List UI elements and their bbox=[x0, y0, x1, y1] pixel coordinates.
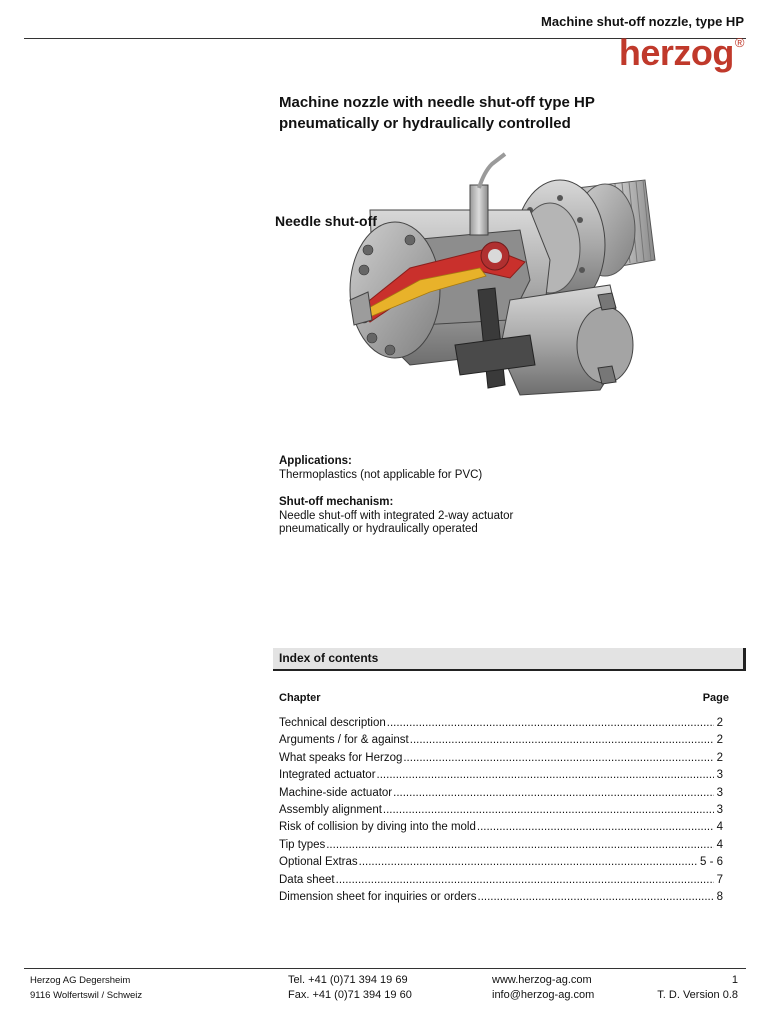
herzog-logo: herzog® bbox=[618, 32, 744, 73]
chapter-column-label: Chapter bbox=[279, 692, 321, 704]
document-header-title: Machine shut-off nozzle, type HP bbox=[541, 14, 744, 29]
applications-text: Thermoplastics (not applicable for PVC) bbox=[279, 468, 483, 481]
toc-entry[interactable]: Arguments / for & against ..... 2 bbox=[279, 734, 723, 751]
document-version: T. D. Version 0.8 bbox=[657, 989, 738, 1001]
index-heading-bar bbox=[273, 648, 746, 671]
page-title bbox=[279, 92, 595, 134]
applications-label: Applications: bbox=[279, 455, 352, 467]
toc-entry[interactable]: Integrated actuator ..... 3 bbox=[279, 769, 723, 786]
toc-entry[interactable]: Technical description ..... 2 bbox=[279, 717, 723, 734]
toc-entry[interactable]: Machine-side actuator ..... 3 bbox=[279, 787, 723, 804]
mechanism-line-1: Needle shut-off with integrated 2-way actuator bbox=[279, 509, 514, 522]
mechanism-line-2: pneumatically or hydraulically operated bbox=[279, 523, 478, 535]
toc-entry[interactable]: Risk of collision by diving into the mold ..... 4 bbox=[279, 821, 723, 838]
toc-entry[interactable]: Assembly alignment ..... 3 bbox=[279, 804, 723, 821]
footer-contact bbox=[492, 973, 594, 1003]
website-link[interactable]: www.herzog-ag.com bbox=[492, 974, 592, 986]
title-line-2: pneumatically or hydraulically controlled bbox=[279, 115, 571, 132]
footer-company: Herzog AG Degersheim 9116 Wolfertswil / Schweiz bbox=[30, 975, 143, 1001]
footer-page-info bbox=[657, 973, 738, 1003]
email-link[interactable]: info@herzog-ag.com bbox=[492, 989, 595, 1001]
title-line-1: Machine nozzle with needle shut-off type HP bbox=[279, 94, 595, 111]
needle-shutoff-callout: Needle shut-off bbox=[275, 213, 377, 229]
nozzle-cutaway-illustration bbox=[260, 150, 680, 430]
page-column-label: Page bbox=[702, 692, 729, 704]
toc-entry[interactable]: Optional Extras ..... 5 - 6 bbox=[279, 856, 723, 873]
page-number: 1 bbox=[731, 974, 738, 986]
toc-entry[interactable]: What speaks for Herzog ..... 2 bbox=[279, 752, 723, 769]
table-of-contents bbox=[279, 717, 723, 908]
index-heading: Index of contents bbox=[279, 651, 379, 665]
toc-entry[interactable]: Data sheet ..... 7 bbox=[279, 874, 723, 891]
toc-entry[interactable]: Dimension sheet for inquiries or orders ..... 8 bbox=[279, 891, 723, 908]
product-info bbox=[279, 455, 513, 537]
footer-phone: Tel. +41 (0)71 394 19 69 Fax. +41 (0)71 394 19 60 bbox=[288, 974, 412, 1001]
mechanism-label: Shut-off mechanism: bbox=[279, 496, 394, 508]
toc-entry[interactable]: Tip types ..... 4 bbox=[279, 839, 723, 856]
footer-divider bbox=[24, 968, 746, 969]
